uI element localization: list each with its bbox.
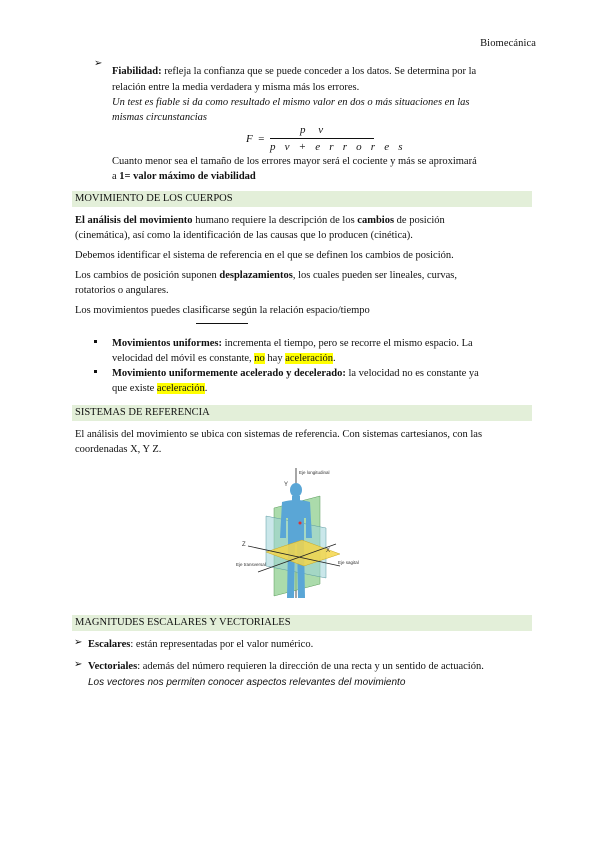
fiabilidad-example-line2: mismas circunstancias <box>112 112 207 123</box>
s1-p3-bold: desplazamientos <box>219 270 293 281</box>
vectoriales-rest: : además del número requieren la dirección de una recta y un sentido de actuación. <box>137 661 484 672</box>
s1-p3-end: , los cuales pueden ser lineales, curvas, <box>292 270 458 281</box>
s2-p1-line1: El análisis del movimiento se ubica con sistemas de referencia. Con sistemas cartesianos, con las <box>75 429 483 440</box>
fiabilidad-text: refleja la confianza que se puede conceder a los datos. Se determina por la <box>161 66 477 77</box>
section-heading-sistemas: SISTEMAS DE REFERENCIA <box>72 405 532 421</box>
s1-p4: Los movimientos puedes clasificarse según la relación espacio/tiempo <box>75 305 370 316</box>
vectoriales-item <box>88 659 484 675</box>
s1-p1-line2: (cinemática), así como la identificación de las causas que lo producen (cinética). <box>75 230 413 241</box>
section-heading-movimiento: MOVIMIENTO DE LOS CUERPOS <box>72 191 532 207</box>
bullet1-rest: incrementa el tiempo, pero se recorre el mismo espacio. La <box>221 338 473 349</box>
escalares-rest: : están representadas por el valor numérico. <box>130 639 314 650</box>
formula-lhs: F = <box>246 133 266 145</box>
note-prefix: a <box>112 171 120 182</box>
s2-p1-line2: coordenadas X, Y Z. <box>75 444 162 455</box>
s1-p2: Debemos identificar el sistema de referencia en el que se definen los cambios de posición. <box>75 250 454 261</box>
fiabilidad-term: Fiabilidad: <box>112 66 162 77</box>
bullet1-line1 <box>112 336 473 352</box>
note-bold: 1= valor máximo de viabilidad <box>119 171 256 182</box>
label-eje-longitudinal: Eje longitudinal <box>299 470 330 475</box>
reference-planes-figure <box>228 466 378 606</box>
label-eje-transversal: Eje transversal <box>236 562 266 567</box>
highlight-aceleracion-1: aceleración <box>285 353 334 364</box>
vectoriales-note: Los vectores nos permiten conocer aspectos relevantes del movimiento <box>88 677 406 688</box>
bullet2-line2 <box>112 381 207 397</box>
s1-p1-mid: humano requiere la descripción de los <box>192 215 358 226</box>
highlight-no: no <box>254 353 265 364</box>
divider-line <box>196 323 248 324</box>
bullet2-line2-start: que existe <box>112 383 157 394</box>
label-z: Z <box>242 542 246 548</box>
square-bullet-icon <box>94 370 97 373</box>
s1-p1-end: de posición <box>394 215 445 226</box>
highlight-aceleracion-2: aceleración <box>156 383 205 394</box>
s1-p3-line1 <box>75 268 457 284</box>
bullet1-line2-start: velocidad del móvil es constante, <box>112 353 255 364</box>
arrow-bullet-icon: ➢ <box>74 637 83 648</box>
bullet2-term: Movimiento uniformemente acelerado y decelerado: <box>112 368 346 379</box>
bullet1-term: Movimientos uniformes: <box>112 338 222 349</box>
vectoriales-term: Vectoriales <box>88 661 138 672</box>
center-of-mass-point <box>299 522 302 525</box>
s1-p3-start: Los cambios de posición suponen <box>75 270 220 281</box>
s1-p1-line1 <box>75 213 445 229</box>
fiabilidad-line2: relación entre la media verdadera y misma más los errores. <box>112 82 360 93</box>
label-y: Y <box>284 482 289 488</box>
s1-p1-bold2: cambios <box>357 215 395 226</box>
formula-fraction-bar <box>270 138 374 139</box>
section-heading-magnitudes: MAGNITUDES ESCALARES Y VECTORIALES <box>72 615 532 631</box>
bullet1-line2-end: . <box>333 353 336 364</box>
arrow-bullet-icon: ➢ <box>74 659 83 670</box>
fiabilidad-note-line2 <box>112 169 256 185</box>
page-header-title: Biomecánica <box>480 38 536 49</box>
square-bullet-icon <box>94 340 97 343</box>
formula-denominator: p v + e r r o r e s <box>270 141 406 153</box>
fiabilidad-note-line1: Cuanto menor sea el tamaño de los errores mayor será el cociente y más se aproximará <box>112 156 477 167</box>
formula-numerator: p v <box>300 124 329 136</box>
arrow-bullet-icon: ➢ <box>94 58 103 69</box>
s1-p1-bold1: El análisis del movimiento <box>75 215 193 226</box>
bullet1-line2 <box>112 351 336 367</box>
label-eje-sagital: Eje sagital <box>338 560 359 565</box>
fiabilidad-example-line1: Un test es fiable si da como resultado el mismo valor en dos o más situaciones en las <box>112 97 470 108</box>
label-x: X <box>326 548 331 554</box>
bullet1-line2-mid: hay <box>264 353 286 364</box>
bullet2-rest: la velocidad no es constante ya <box>345 368 479 379</box>
escalares-item <box>88 637 313 653</box>
escalares-term: Escalares <box>88 639 131 650</box>
fiabilidad-line1 <box>112 64 476 80</box>
bullet2-line2-end: . <box>204 383 208 394</box>
s1-p3-line2: rotatorios o angulares. <box>75 285 169 296</box>
bullet2-line1 <box>112 366 479 382</box>
